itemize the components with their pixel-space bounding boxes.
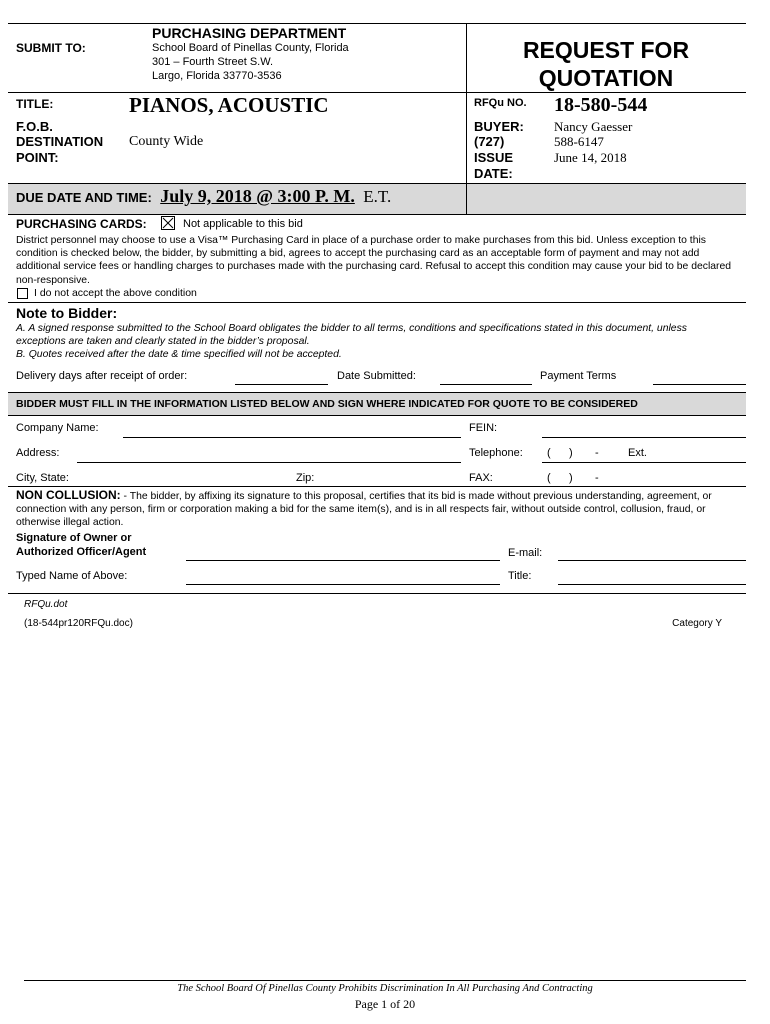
title-field[interactable] — [558, 584, 746, 585]
typed-name-field[interactable] — [186, 584, 500, 585]
note-heading: Note to Bidder: — [16, 305, 118, 321]
cards-bottom-rule — [8, 302, 746, 303]
fax-area[interactable]: ( ) — [547, 472, 573, 484]
note-line-a: A. A signed response submitted to the School Board obligates the bidder to all terms, conditions and specifications stated in this document, unless exceptions are taken and clearly stated in the bidder’s proposal. — [16, 323, 687, 347]
top-rule — [8, 23, 746, 24]
telephone-dash: - — [595, 447, 599, 459]
telephone-label: Telephone: — [469, 447, 523, 459]
company-label: Company Name: — [16, 422, 99, 434]
title-rule — [8, 92, 746, 93]
footer-notice: The School Board Of Pinellas County Prohibits Discrimination In All Purchasing And Contracting — [177, 983, 593, 994]
title-field-label: Title: — [508, 570, 532, 582]
fob-label-1: F.O.B. — [16, 119, 53, 134]
rfq-title-line-2: QUOTATION — [538, 65, 674, 91]
decline-checkbox[interactable] — [17, 288, 28, 299]
issue-date: June 14, 2018 — [554, 150, 627, 165]
payment-terms-field[interactable] — [653, 384, 746, 385]
due-bottom-rule — [8, 214, 746, 215]
note-line-b: B. Quotes received after the date & time specified will not be accepted. — [16, 349, 342, 360]
fax-label: FAX: — [469, 472, 493, 484]
address-line-3: Largo, Florida 33770-3536 — [152, 70, 282, 82]
phone-number: 588-6147 — [554, 134, 604, 149]
telephone-field[interactable] — [542, 462, 746, 463]
page-number: Page 1 of 20 — [354, 997, 416, 1011]
signature-field[interactable] — [186, 560, 500, 561]
fob-label-3: POINT: — [16, 150, 59, 165]
due-date-value: July 9, 2018 @ 3:00 P. M. — [160, 186, 355, 206]
delivery-field[interactable] — [235, 384, 328, 385]
date-submitted-label: Date Submitted: — [337, 370, 416, 382]
fein-label: FEIN: — [469, 422, 498, 434]
bidder-banner: BIDDER MUST FILL IN THE INFORMATION LISTED BELOW AND SIGN WHERE INDICATED FOR QUOTE TO BE CONSIDERED — [16, 398, 638, 410]
collusion-heading: NON COLLUSION: — [16, 488, 121, 502]
fob-value: County Wide — [129, 134, 204, 149]
issue-label-1: ISSUE — [474, 150, 514, 165]
fob-label-2: DESTINATION — [16, 134, 104, 149]
document-name: (18-544pr120RFQu.doc) — [24, 618, 133, 629]
ext-label: Ext. — [628, 447, 647, 459]
dept-title: PURCHASING DEPARTMENT — [152, 25, 347, 41]
city-label: City, State: — [16, 472, 69, 484]
bidder-bottom-rule — [8, 415, 746, 416]
footer-rule — [24, 980, 746, 981]
typed-name-label: Typed Name of Above: — [16, 570, 128, 582]
address-field[interactable] — [77, 462, 461, 463]
email-label: E-mail: — [508, 547, 543, 559]
decline-text: I do not accept the above condition — [34, 287, 197, 299]
signature-label-2: Authorized Officer/Agent — [16, 546, 147, 558]
company-field[interactable] — [123, 437, 461, 438]
telephone-area[interactable]: ( ) — [547, 447, 573, 459]
address-line-1: School Board of Pinellas County, Florida — [152, 42, 349, 54]
zip-label: Zip: — [296, 472, 315, 484]
date-submitted-field[interactable] — [440, 384, 532, 385]
title-value: PIANOS, ACOUSTIC — [129, 93, 329, 117]
payment-terms-label: Payment Terms — [540, 370, 617, 382]
purchasing-cards-paragraph: District personnel may choose to use a Visa™ Purchasing Card in place of a purchase order to make purchases from this bid. Unless exception to this condition is checked below, the bidder, by submitting a bid, agrees to accept the purchasing card as an acceptable form of payment and may not add additional service fees or handling charges to purchases made with the purchasing card. Refusal to accept this condition may cause your bid to be declared non-responsive. — [16, 235, 732, 286]
city-bottom-rule — [8, 486, 746, 487]
collusion-text: - The bidder, by affixing its signature to this proposal, certifies that its bid is made without previous understanding, agreement, or connection with any person, firm or corporation making a bid for the same item(s), and is in all respects fair, without outside control, collusion, fraud, or otherwise illegal action. — [16, 491, 712, 529]
not-applicable-text: Not applicable to this bid — [183, 218, 303, 230]
title-label: TITLE: — [16, 97, 54, 111]
delivery-label: Delivery days after receipt of order: — [16, 370, 188, 382]
category-label: Category Y — [672, 618, 722, 629]
fax-dash: - — [595, 472, 599, 484]
not-applicable-checkbox[interactable] — [161, 216, 175, 230]
template-name: RFQu.dot — [24, 599, 68, 610]
form-bottom-rule — [8, 593, 746, 594]
issue-label-2: DATE: — [474, 166, 513, 181]
email-field[interactable] — [558, 560, 746, 561]
buyer-name: Nancy Gaesser — [554, 119, 633, 134]
signature-label-1: Signature of Owner or — [16, 532, 132, 544]
due-date-row — [16, 186, 391, 207]
due-divider — [466, 184, 467, 214]
rfqu-value: 18-580-544 — [554, 94, 648, 116]
submit-to-label: SUBMIT TO: — [16, 41, 86, 55]
address-line-2: 301 – Fourth Street S.W. — [152, 56, 274, 68]
collusion-paragraph — [16, 489, 742, 530]
buyer-label: BUYER: — [474, 119, 524, 134]
due-date-tz: E.T. — [363, 187, 392, 206]
rfq-title-line-1: REQUEST FOR — [522, 37, 690, 63]
purchasing-cards-label: PURCHASING CARDS: — [16, 217, 147, 231]
checked-x-icon — [162, 217, 174, 229]
due-date-label: DUE DATE AND TIME: — [16, 190, 152, 205]
fein-field[interactable] — [542, 437, 746, 438]
rfqu-label: RFQu NO. — [474, 97, 527, 109]
phone-area: (727) — [474, 134, 505, 149]
address-label: Address: — [16, 447, 60, 459]
